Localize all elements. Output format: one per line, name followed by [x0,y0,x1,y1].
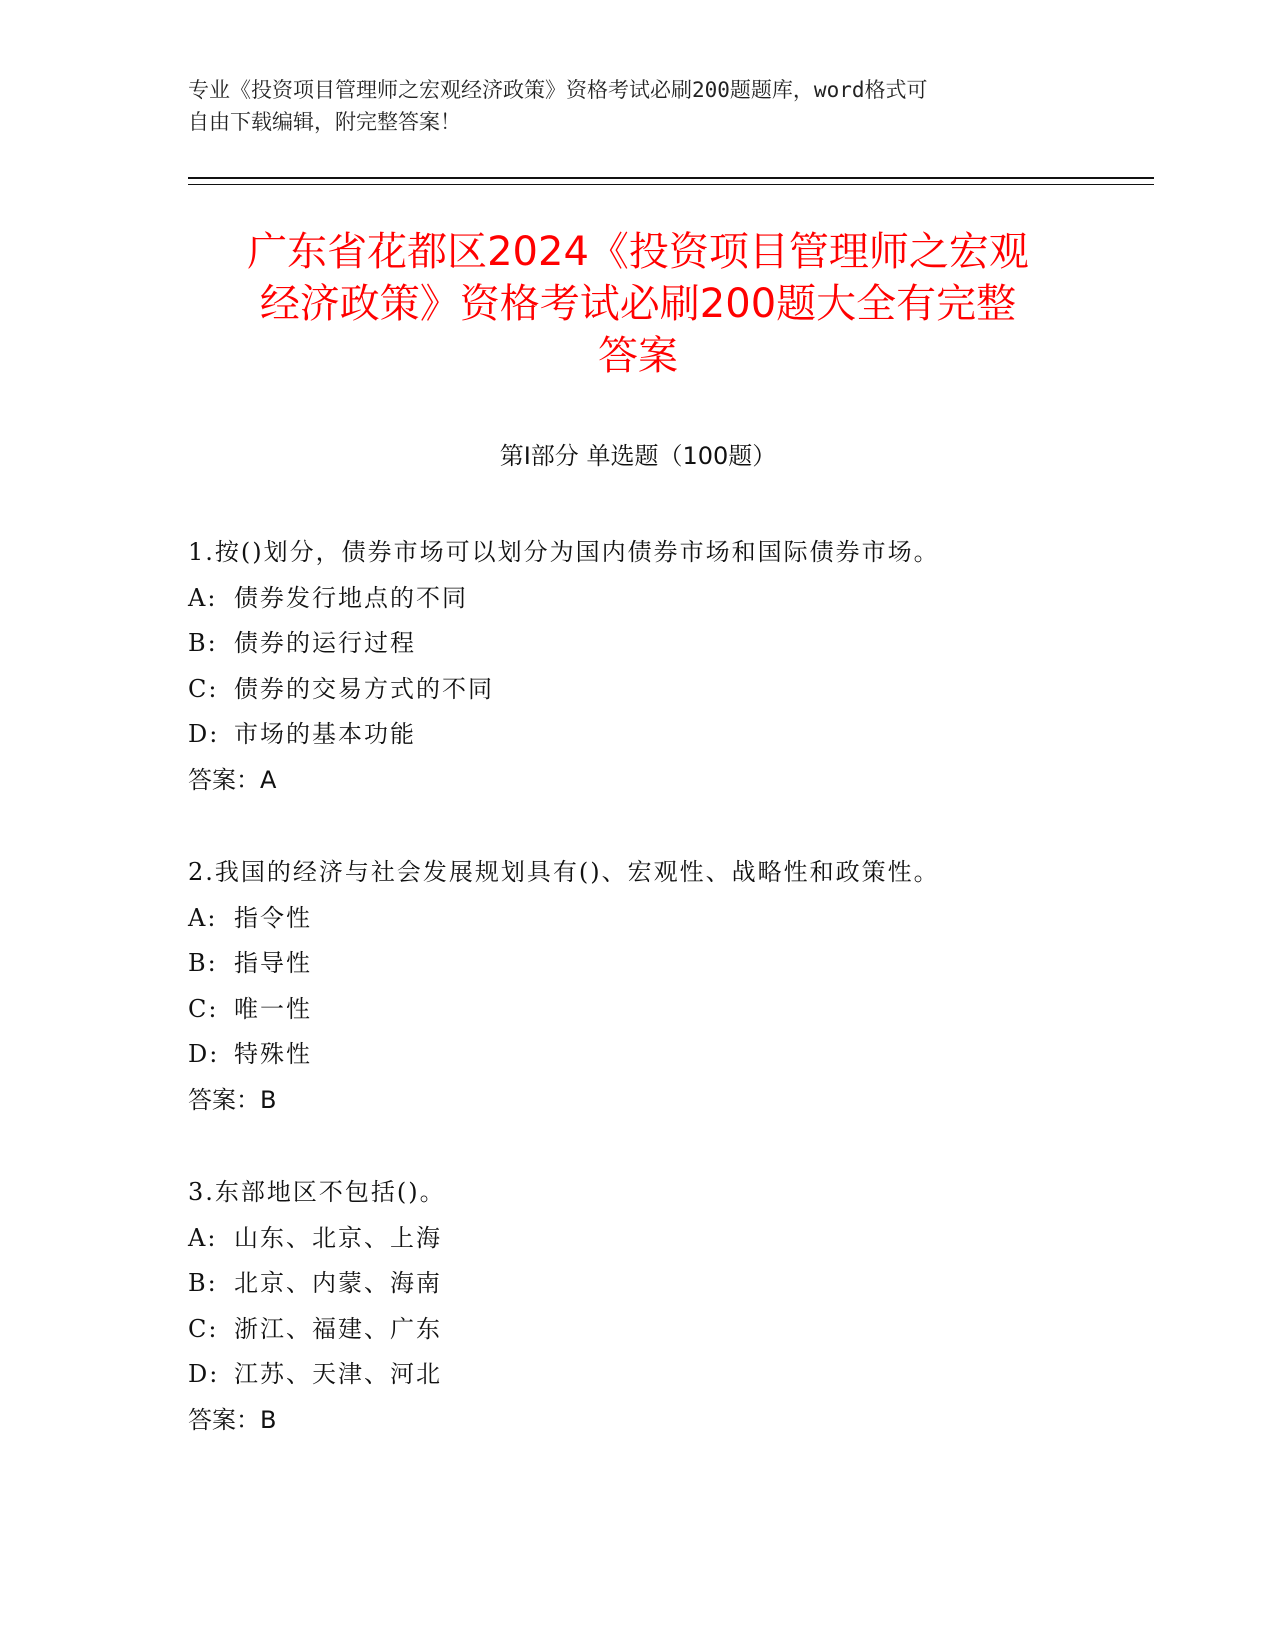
option-b [188,621,1154,667]
option-text: 唯一性 [234,994,312,1023]
document-title [188,226,1088,382]
answer-line: 答案：A [188,765,277,794]
option-text: 浙江、福建、广东 [234,1314,442,1343]
option-c [188,667,1154,713]
option-key: D: [188,1360,220,1388]
option-key: A: [188,583,218,612]
option-b [188,1261,1154,1307]
option-key: D: [188,720,220,748]
option-key: C: [188,994,219,1023]
document-title-line-2: 经济政策》资格考试必刷200题大全有完整 [259,281,1017,327]
header-note-line-1: 专业《投资项目管理师之宏观经济政策》资格考试必刷200题题库，word格式可 [188,78,928,102]
question-2 [188,850,1154,1123]
option-key: B: [188,949,218,977]
option-text: 指令性 [234,903,312,932]
question-stem: 2.我国的经济与社会发展规划具有()、宏观性、战略性和政策性。 [188,858,940,886]
header-rule-thin [188,184,1154,185]
option-d [188,1032,1154,1078]
option-text: 北京、内蒙、海南 [234,1269,442,1297]
option-a [188,896,1154,942]
option-key: D: [188,1040,220,1068]
option-a [188,1216,1154,1262]
header-rule-thick [188,177,1154,179]
option-text: 债券发行地点的不同 [234,583,468,612]
option-c [188,987,1154,1033]
option-text: 债券的运行过程 [234,629,416,657]
answer-line: 答案：B [188,1405,277,1434]
question-3 [188,1170,1154,1443]
section-title: 第Ⅰ部分 单选题（100题） [499,442,777,470]
option-text: 指导性 [234,949,312,977]
option-b [188,941,1154,987]
option-text: 市场的基本功能 [234,720,416,748]
document-title-line-1: 广东省花都区2024《投资项目管理师之宏观 [247,229,1029,275]
option-d [188,712,1154,758]
option-d [188,1352,1154,1398]
answer-line: 答案：B [188,1085,277,1114]
option-key: B: [188,629,218,657]
option-c [188,1307,1154,1353]
option-key: C: [188,674,219,703]
option-text: 山东、北京、上海 [234,1223,442,1252]
option-key: A: [188,903,218,932]
option-text: 债券的交易方式的不同 [234,674,494,703]
option-text: 特殊性 [234,1040,312,1068]
question-stem: 1.按()划分，债券市场可以划分为国内债券市场和国际债券市场。 [188,538,940,566]
question-stem: 3.东部地区不包括()。 [188,1178,446,1206]
option-key: A: [188,1223,218,1252]
question-1 [188,530,1154,803]
option-a [188,576,1154,622]
option-key: B: [188,1269,218,1297]
header-note [188,74,1088,138]
header-note-line-2: 自由下载编辑，附完整答案！ [188,110,461,134]
option-text: 江苏、天津、河北 [234,1360,442,1388]
option-key: C: [188,1314,219,1343]
document-title-line-3: 答案 [598,333,678,379]
